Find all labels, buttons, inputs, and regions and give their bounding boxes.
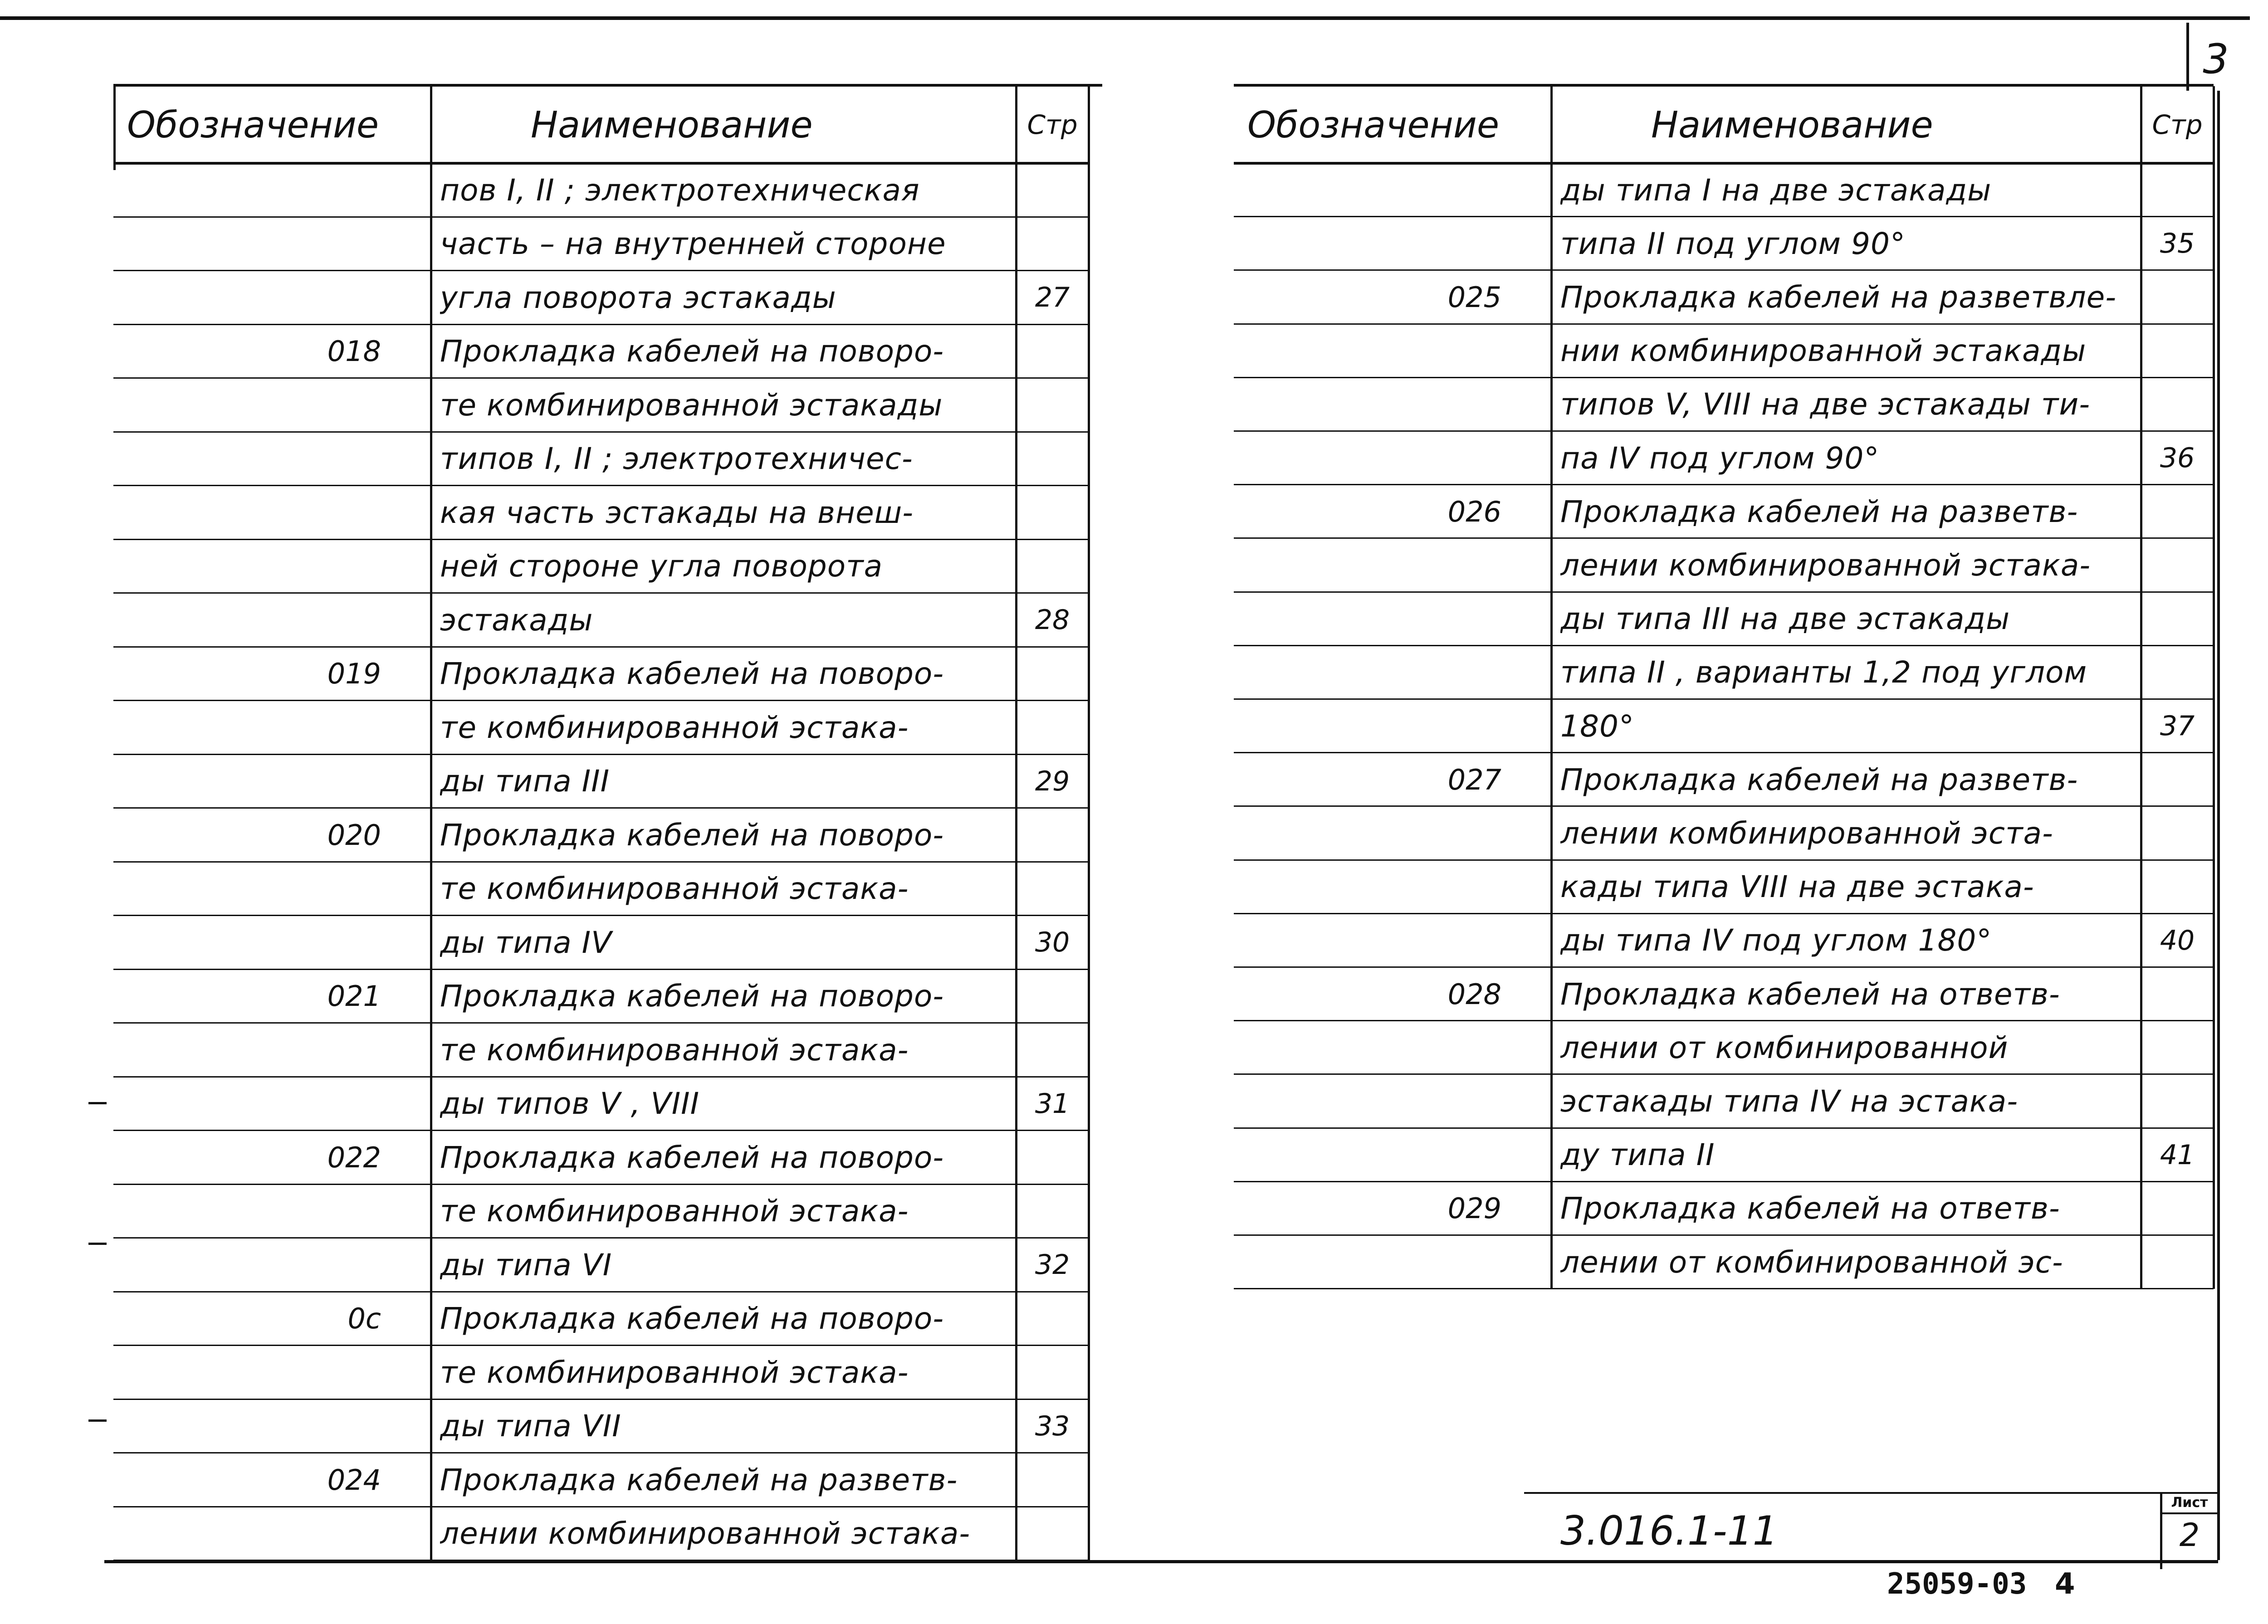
row-name: те комбинированной эстака- (440, 871, 909, 907)
row-code (113, 593, 381, 647)
row-page (1016, 862, 1089, 916)
row-code (1234, 914, 1501, 967)
row-name: 180° (1560, 708, 1634, 744)
row-name: ды типа III (440, 764, 610, 799)
row-name: ды типа IV под углом 180° (1560, 923, 1992, 958)
row-code: 028 (1447, 977, 1501, 1011)
row-name: Прокладка кабелей на разветвле- (1560, 279, 2117, 315)
row-code (113, 1400, 381, 1453)
row-page (1016, 1453, 1089, 1507)
row-code: 021 (327, 980, 381, 1013)
header-page: Стр (2152, 109, 2203, 140)
row-code (1234, 646, 1501, 699)
row-page (2141, 1235, 2214, 1289)
row-name: ды типов V , VIII (440, 1086, 700, 1122)
row-code (113, 1077, 381, 1131)
row-name: нии комбинированной эстакады (1560, 333, 2087, 369)
row-page (1016, 701, 1089, 755)
header-name: Наименование (531, 103, 813, 146)
row-code: 018 (327, 335, 381, 368)
row-page (2141, 646, 2214, 699)
header-name: Наименование (1651, 103, 1933, 146)
row-code: 027 (1447, 763, 1501, 796)
row-page (1016, 1346, 1089, 1400)
row-name: Прокладка кабелей на поворо- (440, 1301, 944, 1336)
row-code: 025 (1447, 280, 1501, 314)
row-name: лении комбинированной эстака- (1560, 547, 2091, 583)
row-name: Прокладка кабелей на поворо- (440, 817, 944, 853)
row-name: те комбинированной эстака- (440, 1194, 909, 1229)
row-code (113, 1507, 381, 1561)
row-page (1016, 647, 1089, 701)
row-page: 31 (1035, 1088, 1070, 1120)
row-page: 35 (2160, 228, 2195, 260)
row-name: Прокладка кабелей на поворо- (440, 1140, 944, 1175)
row-code (1234, 324, 1501, 378)
row-name: типов V, VIII на две эстакады ти- (1560, 387, 2091, 422)
row-name: типов I, II ; электротехничес- (440, 441, 913, 477)
row-name: ней стороне угла поворота (440, 549, 883, 584)
margin-tick (88, 1243, 107, 1245)
margin-tick (88, 1102, 107, 1104)
row-page (2141, 163, 2214, 217)
row-code (113, 1238, 381, 1292)
row-page (1016, 378, 1089, 432)
row-name: те комбинированной эстака- (440, 710, 909, 745)
row-page (1016, 432, 1089, 486)
row-name: лении от комбинированной (1560, 1030, 2009, 1065)
right-frame-line (2217, 91, 2220, 1560)
row-page: 27 (1035, 282, 1070, 314)
row-name: часть – на внутренней стороне (440, 226, 946, 262)
row-name: угла поворота эстакады (440, 280, 836, 315)
row-page (1016, 1507, 1089, 1561)
row-code (113, 271, 381, 325)
row-code (1234, 860, 1501, 914)
row-page (1016, 163, 1089, 217)
row-code (1234, 592, 1501, 646)
row-code (113, 217, 381, 271)
row-code (1234, 806, 1501, 860)
row-name: эстакады типа IV на эстака- (1560, 1083, 2019, 1119)
row-code (113, 755, 381, 809)
row-code (113, 1346, 381, 1400)
row-page (1016, 540, 1089, 594)
row-code (113, 540, 381, 594)
row-code (113, 432, 381, 486)
row-code (1234, 1235, 1501, 1289)
archive-number: 25059-03 (1887, 1567, 2027, 1601)
row-name: кады типа VIII на две эстака- (1560, 869, 2034, 905)
row-name: лении от комбинированной эс- (1560, 1244, 2063, 1280)
row-code (113, 486, 381, 540)
row-page: 36 (2160, 442, 2195, 474)
row-page (2141, 592, 2214, 646)
row-code: 024 (327, 1463, 381, 1497)
row-code (1234, 431, 1501, 485)
left-table-left (113, 84, 116, 170)
row-page: 40 (2160, 924, 2195, 956)
row-name: ды типа IV (440, 925, 612, 960)
row-name: Прокладка кабелей на разветв- (1560, 762, 2078, 797)
row-page (2141, 324, 2214, 378)
row-code: 019 (327, 657, 381, 691)
row-page: 41 (2160, 1139, 2195, 1171)
row-page (2141, 1021, 2214, 1074)
row-name: те комбинированной эстака- (440, 1032, 909, 1068)
margin-tick (88, 1419, 107, 1422)
row-code (1234, 1128, 1501, 1182)
row-code (1234, 538, 1501, 592)
row-name: типа II , варианты 1,2 под углом (1560, 655, 2087, 690)
row-page (1016, 1131, 1089, 1185)
row-page (1016, 808, 1089, 862)
row-page (1016, 217, 1089, 271)
row-page: 29 (1035, 765, 1070, 797)
column-divider (430, 86, 432, 1561)
row-code: 0c (347, 1302, 381, 1336)
row-page (2141, 806, 2214, 860)
row-page (1016, 1292, 1089, 1346)
header-code: Обозначение (1247, 103, 1500, 146)
row-page (2141, 860, 2214, 914)
row-code (1234, 699, 1501, 753)
row-page: 37 (2160, 710, 2195, 742)
sheet-number: 3 (2203, 36, 2229, 82)
row-page (2141, 485, 2214, 538)
row-page: 33 (1035, 1410, 1070, 1442)
row-name: пов I, II ; электротехническая (440, 172, 920, 208)
row-code (1234, 1074, 1501, 1128)
stamp-top-line (1524, 1492, 2218, 1494)
row-code (113, 163, 381, 217)
row-page (2141, 753, 2214, 806)
row-code (1234, 378, 1501, 431)
archive-suffix: 4 (2055, 1567, 2075, 1601)
row-code (113, 701, 381, 755)
row-page (2141, 967, 2214, 1021)
row-code: 022 (327, 1141, 381, 1174)
row-name: лении комбинированной эстака- (440, 1516, 971, 1551)
column-divider (1550, 86, 1553, 1289)
row-name: па IV под углом 90° (1560, 440, 1880, 476)
row-code: 029 (1447, 1192, 1501, 1225)
row-code (113, 378, 381, 432)
row-page: 28 (1035, 604, 1070, 636)
row-page (2141, 270, 2214, 324)
row-page (2141, 538, 2214, 592)
row-name: ды типа VII (440, 1409, 621, 1444)
row-name: ды типа III на две эстакады (1560, 601, 2010, 637)
row-name: ду типа II (1560, 1137, 1715, 1173)
row-code: 026 (1447, 495, 1501, 528)
row-name: Прокладка кабелей на ответв- (1560, 1191, 2060, 1226)
row-name: эстакады (440, 602, 593, 638)
row-code (113, 1185, 381, 1239)
stamp-divider (2160, 1492, 2162, 1569)
document-code: 3.016.1-11 (1560, 1507, 1778, 1554)
sheet-label: Лист (2171, 1494, 2208, 1511)
row-name: типа II под углом 90° (1560, 226, 1906, 261)
row-page (1016, 970, 1089, 1024)
row-page (1016, 486, 1089, 540)
row-name: Прокладка кабелей на поворо- (440, 334, 944, 369)
bottom-border-line (104, 1560, 2218, 1563)
row-name: ды типа VI (440, 1247, 612, 1283)
row-name: Прокладка кабелей на разветв- (440, 1462, 958, 1497)
row-code (1234, 1021, 1501, 1074)
row-page (2141, 1182, 2214, 1235)
row-code (113, 916, 381, 970)
row-code (1234, 163, 1501, 217)
row-name: кая часть эстакады на внеш- (440, 495, 914, 530)
row-page: 32 (1035, 1249, 1070, 1281)
sheet-box-left (2186, 23, 2189, 91)
header-page: Стр (1027, 109, 1078, 140)
row-page (1016, 1023, 1089, 1077)
row-name: те комбинированной эстакады (440, 387, 943, 423)
row-code (113, 1023, 381, 1077)
sheet-value: 2 (2179, 1517, 2200, 1554)
row-name: лении комбинированной эста- (1560, 815, 2053, 851)
row-page (2141, 1074, 2214, 1128)
row-page (2141, 378, 2214, 431)
header-code: Обозначение (127, 103, 379, 146)
row-page: 30 (1035, 927, 1070, 959)
row-code (1234, 217, 1501, 270)
row-name: Прокладка кабелей на ответв- (1560, 976, 2060, 1012)
row-page (1016, 325, 1089, 379)
stamp-cell-line (2160, 1512, 2217, 1514)
row-name: Прокладка кабелей на поворо- (440, 656, 944, 692)
row-code: 020 (327, 818, 381, 852)
row-name: Прокладка кабелей на разветв- (1560, 494, 2078, 529)
row-name: те комбинированной эстака- (440, 1355, 909, 1390)
row-page (1016, 1185, 1089, 1239)
row-name: ды типа I на две эстакады (1560, 172, 1992, 208)
row-code (113, 862, 381, 916)
row-name: Прокладка кабелей на поворо- (440, 979, 944, 1014)
top-border-line (0, 16, 2250, 20)
